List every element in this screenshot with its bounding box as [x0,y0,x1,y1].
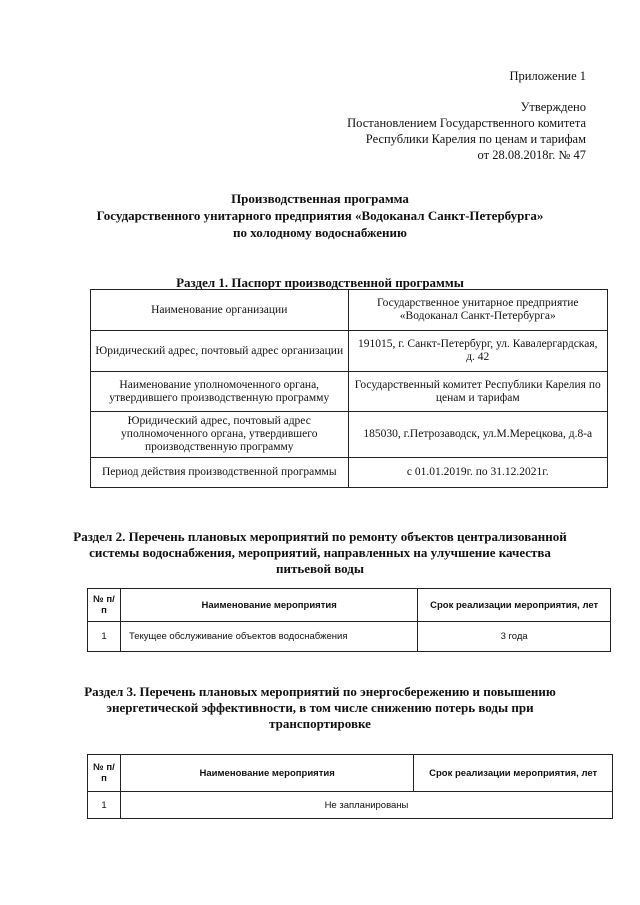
passport-value: с 01.01.2019г. по 31.12.2021г. [348,458,608,488]
table-row [91,458,608,488]
column-header-num: № п/п [88,589,121,622]
column-header-name: Наименование мероприятия [120,755,413,792]
passport-value: 185030, г.Петрозаводск, ул.М.Мерецкова, д.8-а [348,412,608,458]
row-number: 1 [88,792,121,819]
table-header-row [88,755,613,792]
section3-heading [0,684,640,732]
table-row [91,331,608,372]
approval-line: Республики Карелия по ценам и тарифам [365,132,586,146]
section2-heading-line: Раздел 2. Перечень плановых мероприятий по ремонту объектов централизованной [73,529,567,544]
section2-table [87,588,611,652]
section1-heading: Раздел 1. Паспорт производственной программы [176,275,464,290]
approval-line: Утверждено [520,100,586,114]
title-line: Производственная программа [231,191,409,206]
section3-heading-line: энергетической эффективности, в том числе снижению потерь воды при [106,700,534,715]
section2-heading-line: питьевой воды [276,561,364,576]
approval-line: Постановлением Государственного комитета [347,116,586,130]
section3-table [87,754,613,819]
section3-heading-line: Раздел 3. Перечень плановых мероприятий по энергосбережению и повышению [84,684,556,699]
table-row [91,372,608,412]
passport-label: Юридический адрес, почтовый адрес уполномоченного органа, утвердившего производственную программу [91,412,349,458]
title-line: Государственного унитарного предприятия «Водоканал Санкт-Петербурга» [96,208,544,223]
section2-heading-line: системы водоснабжения, мероприятий, направленных на улучшение качества [89,545,551,560]
title-line: по холодному водоснабжению [233,225,407,240]
document-title [0,190,640,241]
measure-term: 3 года [418,622,611,652]
passport-value: Государственный комитет Республики Карелия по ценам и тарифам [348,372,608,412]
passport-value: 191015, г. Санкт-Петербург, ул. Кавалергардская, д. 42 [348,331,608,372]
section2-heading [0,529,640,577]
passport-label: Период действия производственной программы [91,458,349,488]
passport-label: Наименование организации [91,290,349,331]
merged-status-cell: Не запланированы [120,792,612,819]
column-header-term: Срок реализации мероприятия, лет [414,755,613,792]
appendix-label: Приложение 1 [509,69,586,83]
passport-label: Наименование уполномоченного органа, утвердившего производственную программу [91,372,349,412]
table-row [91,290,608,331]
column-header-num: № п/п [88,755,121,792]
passport-table [90,289,608,488]
table-row [91,412,608,458]
approval-block [347,99,586,163]
table-header-row [88,589,611,622]
table-row [88,622,611,652]
column-header-term: Срок реализации мероприятия, лет [418,589,611,622]
passport-value: Государственное унитарное предприятие «Водоканал Санкт-Петербурга» [348,290,608,331]
section3-heading-line: транспортировке [269,716,371,731]
column-header-name: Наименование мероприятия [120,589,417,622]
row-number: 1 [88,622,121,652]
measure-name: Текущее обслуживание объектов водоснабжения [120,622,417,652]
table-row [88,792,613,819]
approval-line: от 28.08.2018г. № 47 [477,148,586,162]
passport-label: Юридический адрес, почтовый адрес организации [91,331,349,372]
